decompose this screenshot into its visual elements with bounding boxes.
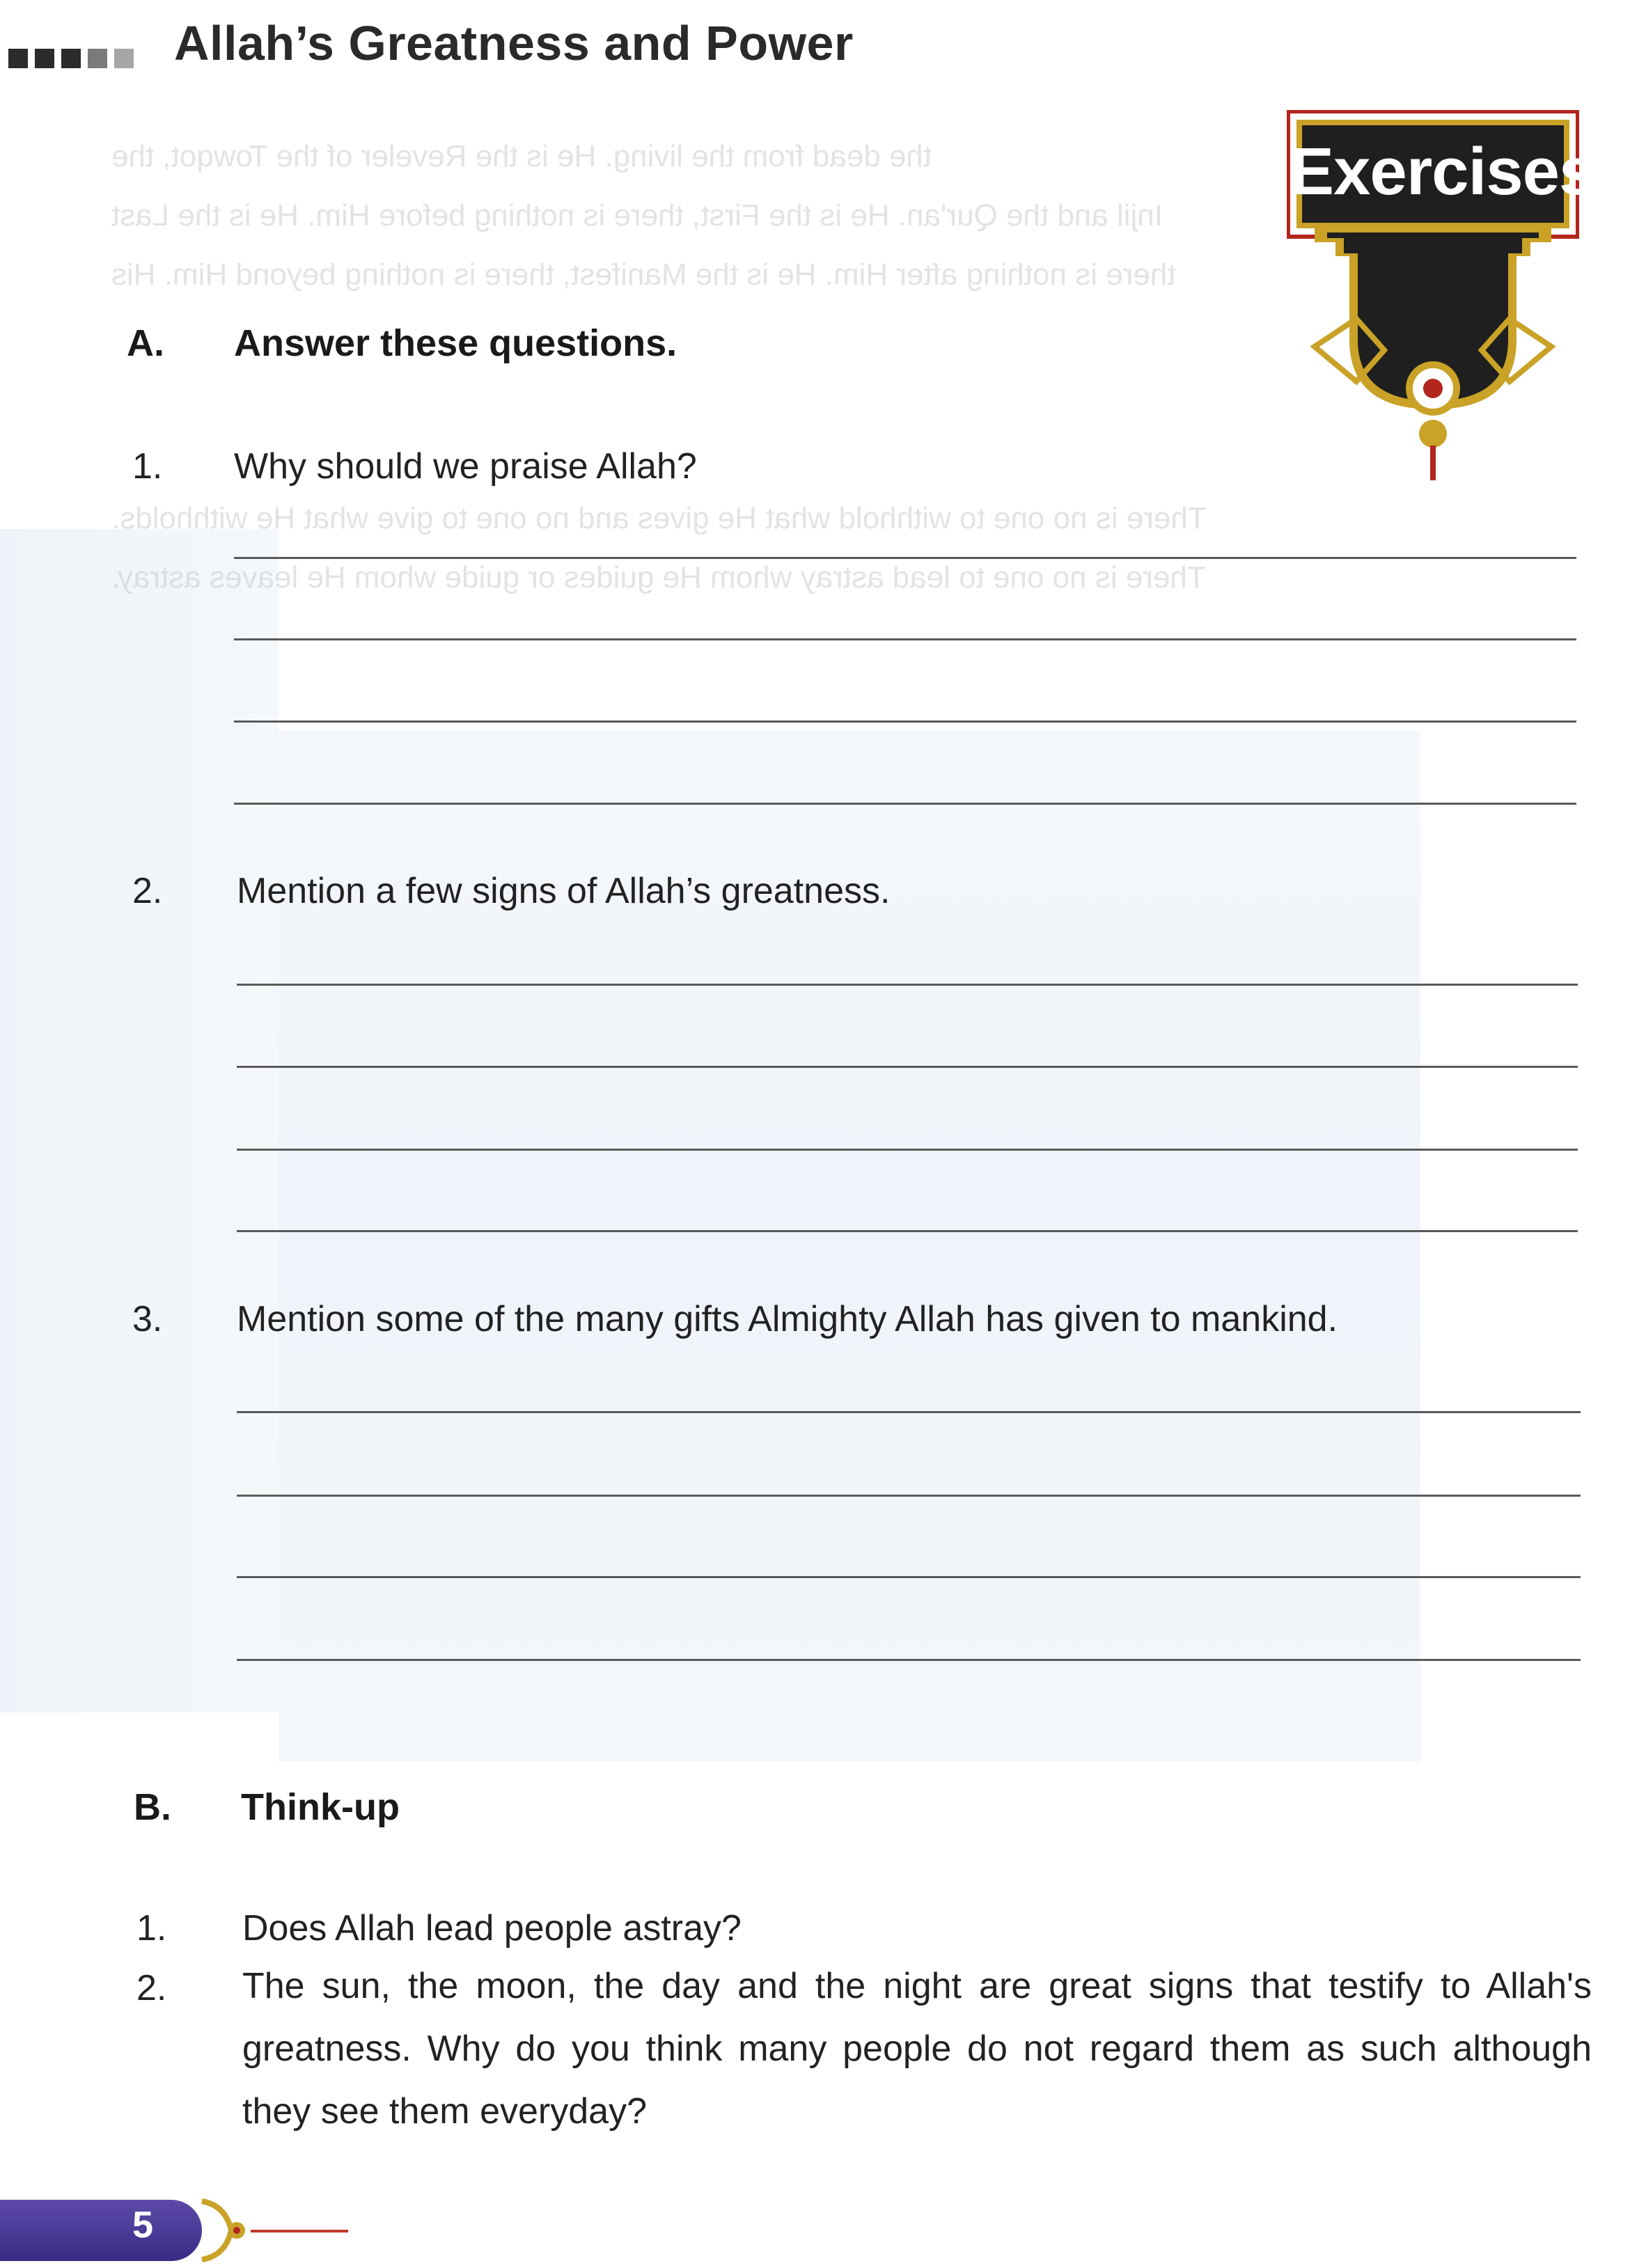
think-up-number: 2. <box>136 1968 167 2008</box>
answer-line <box>234 803 1576 805</box>
question-number: 3. <box>132 1299 163 1339</box>
think-up-text: The sun, the moon, the day and the night are great signs that testify to Allah's greatness. Why do you think many people do not regard them as such although they see them everyday? <box>242 1966 1592 2132</box>
question-text: Mention some of the many gifts Almighty Allah has given to mankind. <box>237 1299 1338 1339</box>
answer-line <box>234 557 1576 559</box>
section-a-title: Answer these questions. <box>234 322 677 364</box>
exercises-label: Exercises <box>1290 134 1596 209</box>
footer-ornament <box>198 2198 258 2262</box>
question-text: Mention a few signs of Allah’s greatness. <box>237 871 891 911</box>
answer-line <box>237 1149 1578 1151</box>
answer-line <box>237 1230 1578 1232</box>
answer-line <box>237 1066 1578 1068</box>
page-number: 5 <box>132 2204 154 2246</box>
question-number: 1. <box>132 446 163 487</box>
header-decoration <box>8 49 134 68</box>
answer-line <box>234 638 1576 640</box>
footer-rule <box>251 2230 348 2232</box>
answer-line <box>237 1495 1581 1497</box>
think-up-text: Does Allah lead people astray? <box>242 1908 742 1948</box>
show-through-text: there is nothing after Him. He is the Manifest, there is nothing beyond Him. His <box>111 258 1176 292</box>
answer-line <box>237 984 1578 986</box>
think-up-number: 1. <box>136 1908 167 1948</box>
question-number: 2. <box>132 871 163 911</box>
section-b-letter: B. <box>134 1786 171 1828</box>
page-title: Allah’s Greatness and Power <box>174 16 854 70</box>
question-text: Why should we praise Allah? <box>234 446 697 487</box>
show-through-text: There is no one to withhold what He gives and no one to give what He withholds. <box>111 501 1207 535</box>
section-a-letter: A. <box>127 322 164 364</box>
answer-line <box>237 1411 1581 1413</box>
section-b-title: Think-up <box>241 1786 400 1828</box>
show-through-text: Injil and the Qur'an. He is the First, there is nothing before Him. He is the Last <box>111 198 1163 233</box>
page-number-tab <box>0 2200 202 2261</box>
answer-line <box>237 1576 1581 1578</box>
background-image-left <box>0 529 279 1712</box>
answer-line <box>237 1659 1581 1661</box>
show-through-text: There is no one to lead astray whom He guides or guide whom He leaves astray. <box>111 560 1206 594</box>
answer-line <box>234 720 1576 723</box>
show-through-text: the dead from the living. He is the Reveler of the Towqot, the <box>111 139 932 173</box>
